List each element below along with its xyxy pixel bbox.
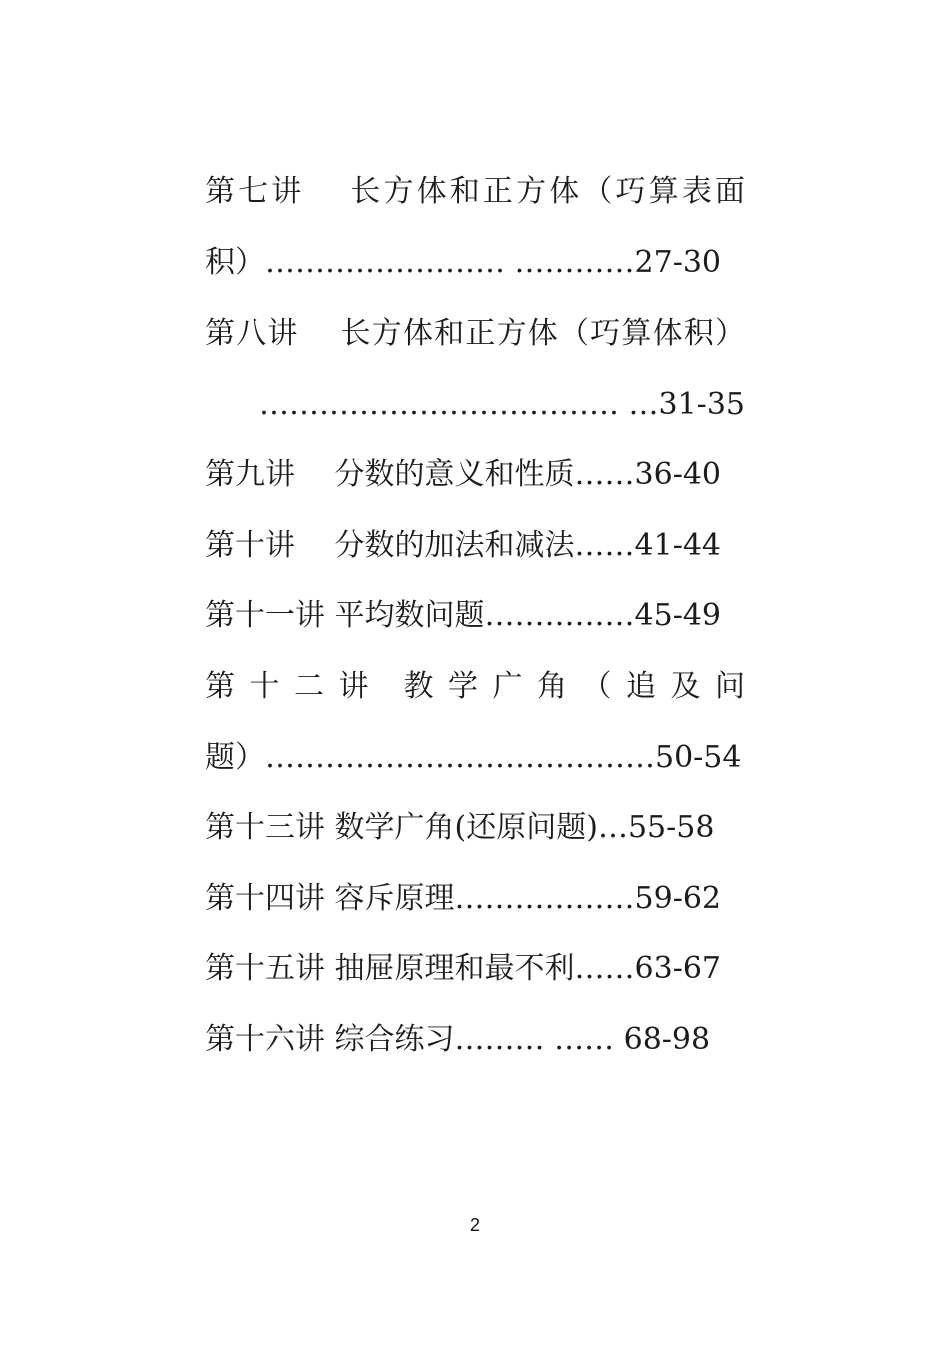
toc-line-lecture-14: 第十四讲 容斥原理………………59-62	[205, 881, 722, 916]
toc-line-lecture-12: 第 十 二 讲 教 学 广 角 （ 追 及 问	[205, 669, 745, 704]
toc-line-lecture-15: 第十五讲 抽屉原理和最不利……63-67	[205, 951, 722, 986]
toc-line-lecture-13: 第十三讲 数学广角(还原问题)…55-58	[205, 810, 715, 845]
toc-line-lecture-12-cont: 题）…………………………………50-54	[205, 740, 742, 775]
toc-line-lecture-8: 第八讲 长方体和正方体（巧算体积）	[205, 316, 745, 351]
toc-line-lecture-10: 第十讲 分数的加法和减法……41-44	[205, 528, 722, 563]
toc-line-lecture-7-cont: 积）…………………… …………27-30	[205, 245, 722, 280]
toc-line-lecture-11: 第十一讲 平均数问题……………45-49	[205, 598, 722, 633]
toc-line-lecture-16: 第十六讲 综合练习……… …… 68-98	[205, 1022, 711, 1057]
toc-line-lecture-7: 第七讲 长方体和正方体（巧算表面	[205, 174, 745, 209]
page-number: 2	[469, 1215, 480, 1235]
toc-line-lecture-9: 第九讲 分数的意义和性质……36-40	[205, 457, 722, 492]
toc-line-lecture-8-cont: ……………………………… …31-35	[258, 387, 745, 422]
